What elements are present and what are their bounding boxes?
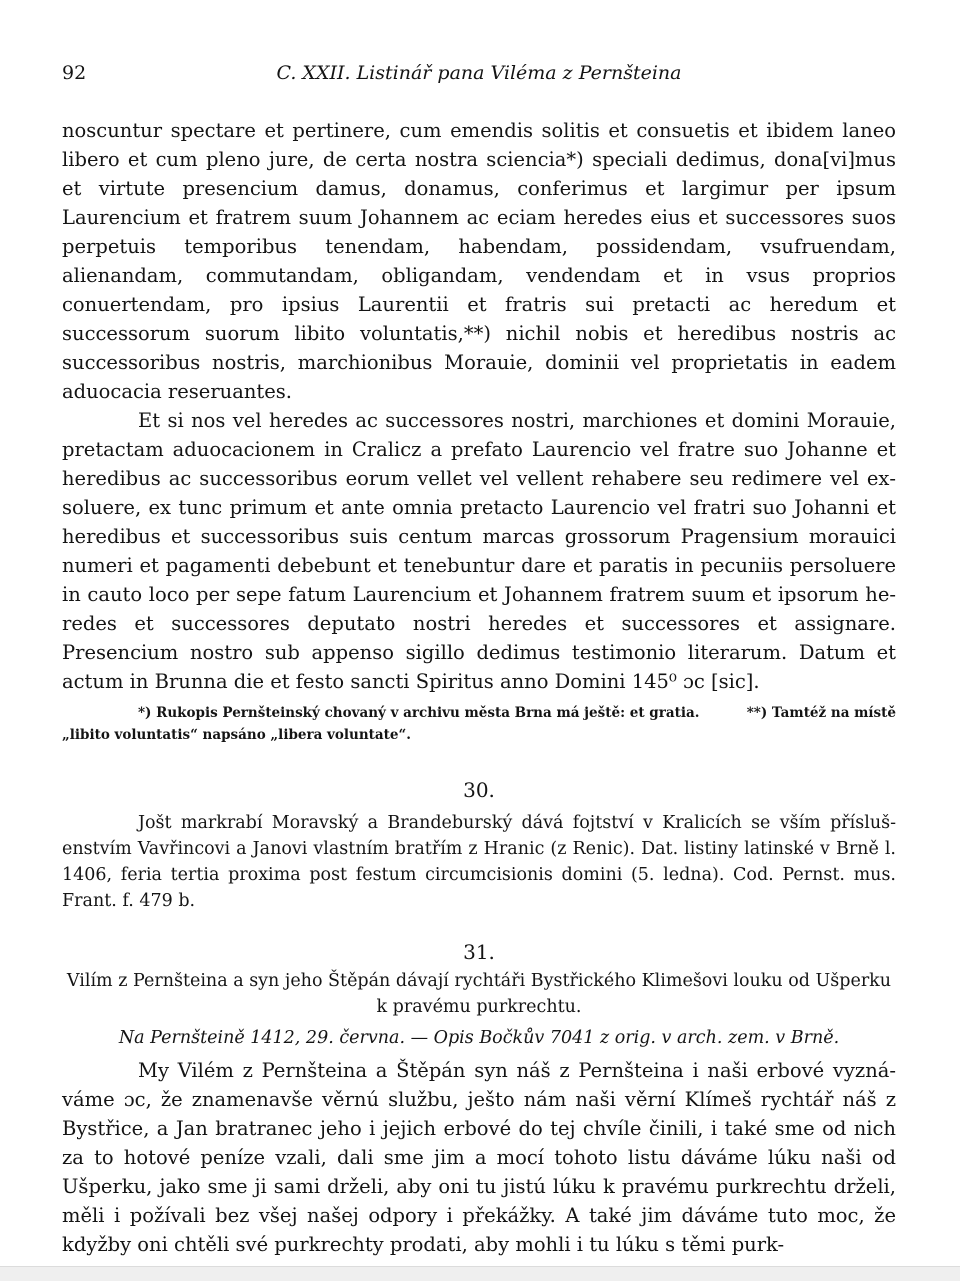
document-number-31: 31. [463,940,495,964]
regest-30: Jošt markrabí Moravský a Brandeburský dává fojtství v Kralicích se vším příslušenstvím Vavřincovi a Janovi vlastním bratřím z Hranic (z Renic). Dat. listiny latinské v Brně l. 1406, feria tertia proxima post festum circumcisionis domini (5. ledna). Cod. Pernst. mus. Frant. f. 479 b. [62,813,896,911]
running-head [62,62,896,94]
body-paragraph-2: Et si nos vel heredes ac successores nostri, marchiones et domini Morauie, pretactam aduocacionem in Cralicz a prefato Laurencio vel fratre suo Johanne et heredibus ac successoribus eorum vellet vel vellent rehabere seu redimere vel exsoluere, ex tunc primum et ante omnia pretacto Laurencio vel fratri suo Johanni et heredibus et successoribus suis centum marcas grossorum Pragensium morauici numeri et pagamenti debebunt et tenebuntur dare et paratis in pecuniis persoluere in cauto loco per sepe fatum Laurencium et Johannem fratrem suum et ipsorum heredes et successores deputato nostri heredes et successores et assignare. Presencium nostro sub appenso sigillo dedimus testimonio literarum. Datum et actum in Brunna die et festo sancti Spiritus anno Domini 145⁰ ɔc [sic]. [62,409,896,693]
footnote-1: *) Rukopis Pernšteinský chovaný v archivu města Brna má ještě: et gratia. [138,705,700,721]
document-page [62,62,896,1259]
running-title: C. XXII. Listinář pana Viléma z Pernšteina [276,62,682,84]
body-paragraph-1: noscuntur spectare et pertinere, cum emendis solitis et consuetis et ibidem laneo libero et cum pleno jure, de certa nostra sciencia*) speciali dedimus, dona[vi]mus et virtute presencium damus, donamus, conferimus et largimur per ipsum Laurencium et fratrem suum Johannem ac eciam heredes eius et successores suos perpetuis temporibus tenendam, habendam, possidendam, vsufruendam, alienandam, commutandam, obligandam, vendendam et in vsus proprios conuertendam, pro ipsius Laurentii et fratris sui pretacti ac heredum et successorum suorum libito voluntatis,**) nichil nobis et heredibus nostris ac successoribus nostris, marchionibus Morauie, dominii vel proprietatis in eadem aduocacia reseruantes. [62,119,896,403]
document-number-30: 30. [463,778,495,802]
page-bottom-edge [0,1266,960,1281]
body-paragraph-31: My Vilém z Pernšteina a Štěpán syn náš z Pernšteina i naši erbové vyznáváme ɔc, že znamenavše věrnú službu, ješto nám naši věrní Klímeš rychtář náš z Bystřice, a Jan bratranec jeho i jejich erbové do tej chvíle činili, i také sme od nich za to hotové peníze vzali, dali sme jim a mocí tohoto listu dáváme lúku naši od Ušperku, jako sme ji sami drželi, aby oni tu jistú lúku k pravému purkrechtu drželi, měli i požívali bez všej našej odpory i překážky. A také jim dáváme tuto moc, že kdyžby oni chtěli své purkrechty prodati, aby mohli i tu lúku s těmi purk- [62,1059,896,1256]
dating-line-31: Na Pernšteině 1412, 29. června. — Opis Bočkův 7041 z orig. v arch. zem. v Brně. [118,1028,840,1048]
regest-31: Vilím z Pernšteina a syn jeho Štěpán dávají rychtáři Bystřického Klimešovi louku od Ušperku k pravému purkrechtu. [66,971,892,1017]
footnote-2-end: „libito voluntatis“ napsáno „libera voluntate“. [62,727,411,743]
footnotes [62,702,896,746]
footnote-row [62,702,896,724]
footnote-2-start: **) Tamtéž na místě [746,705,896,721]
page-number: 92 [62,62,87,84]
